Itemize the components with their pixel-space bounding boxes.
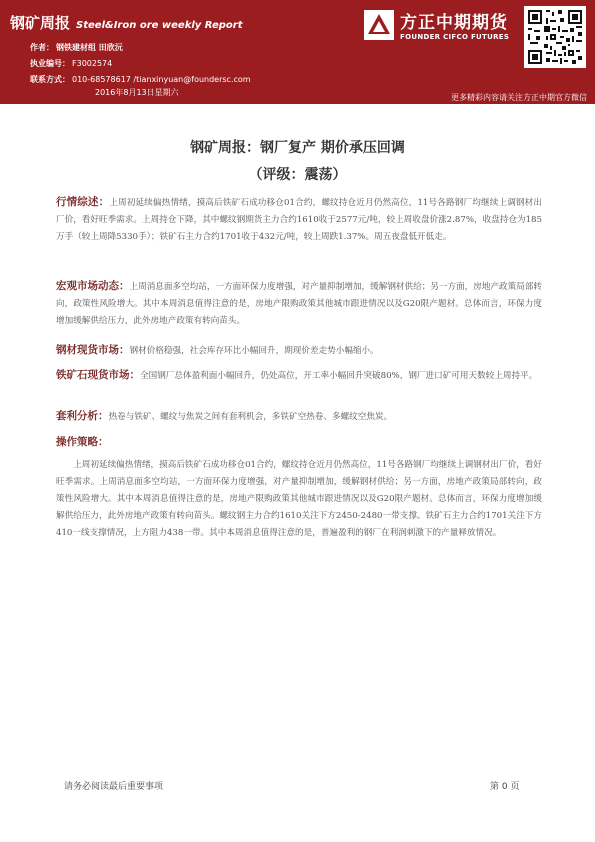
license-value: F3002574: [72, 59, 113, 68]
section-head: 套利分析：: [56, 410, 109, 422]
section-head: 行情综述：: [56, 196, 110, 208]
section-market-overview: [56, 194, 542, 246]
brand-cn: 钢矿周报: [10, 14, 71, 32]
section-body: 全国钢厂总体盈利面小幅回升，仍处高位，开工率小幅回升突破80%，钢厂进口矿可用天数较上周持平。: [140, 371, 538, 381]
author-row: [30, 40, 251, 56]
operation-strategy-head: 操作策略：: [56, 436, 109, 448]
license-label: 执业编号：: [30, 59, 70, 68]
section-body: 热卷与铁矿、螺纹与焦炭之间有套利机会，多铁矿空热卷、多螺纹空焦炭。: [108, 412, 393, 422]
page-number: 第 0 页: [490, 782, 520, 792]
section-head: 宏观市场动态：: [56, 280, 130, 292]
founder-logo-icon: [364, 10, 394, 40]
rating-label: （评级：震荡）: [248, 167, 347, 183]
section-body: 上周初延续偏热情绪，摸高后铁矿石成功移仓01合约，螺纹持仓近月仍然高位，11号各路钢厂均继续上调钢材出厂价，看好旺季需求。上周持仓下降，其中螺纹钢期货主力合约1610收于2577元/吨，较上周收盘价涨2.87%，收盘持仓为185万手（较上周降5330手）；铁矿石主力合约1701收于432元/吨，较上周跌1.37%。周五夜盘低开低走。: [56, 198, 543, 242]
logo-cn: 方正中期期货: [400, 13, 508, 33]
follow-wechat-note: 更多精彩内容请关注方正中期官方微信: [451, 93, 587, 102]
contact-value: 010-68578617 /tianxinyuan@foundersc.com: [72, 75, 251, 84]
qr-code-icon: [524, 6, 586, 68]
section-body: 上周消息面多空均站，一方面环保力度增强，对产量抑制增加，缓解钢材供给；另一方面，房地产政策局部转向，政策性风险增大。其中本周消息值得注意的是，房地产限购政策其他城市跟进情况以及G20限产题材。总体而言，环保力度增加缓解供给压力，此外房地产政策有转向苗头。: [56, 282, 543, 326]
brand-en: Steel&Iron ore weekly Report: [76, 20, 243, 31]
section-iron-ore-spot: [56, 367, 542, 385]
header-banner: [0, 0, 595, 104]
contact-label: 联系方式：: [30, 75, 70, 84]
author-meta: [30, 40, 251, 88]
section-head: 钢材现货市场：: [56, 344, 130, 356]
author-value: 钢铁建材组 田欣沅: [56, 43, 123, 52]
section-arbitrage: [56, 408, 542, 426]
report-brand: [10, 12, 243, 33]
section-body: 钢材价格稳强，社会库存环比小幅回升，期现价差走势小幅缩小。: [129, 346, 379, 356]
operation-strategy-body: 上周初延续偏热情绪，摸高后铁矿石成功移仓01合约，螺纹持仓近月仍然高位，11号各路钢厂均继续上调钢材出厂价，看好旺季需求。上周消息面多空均站，一方面环保力度增强，对产量抑制增加，缓解钢材供给；另一方面，房地产政策局部转向，政策性风险增大。其中本周消息值得注意的是，房地产限购政策其他城市跟进情况以及G20限产题材。总体而言，环保力度增加缓解供给压力，此外房地产政策有转向苗头。螺纹钢主力合约1610关注下方2450-2480一带支撑。铁矿石主力合约1701关注下方410一线支撑情况，上方阻力438一带。其中本周消息值得注意的是，普遍盈利的钢厂在利润刺激下的产量释放情况。: [56, 460, 542, 538]
section-head: 铁矿石现货市场：: [56, 369, 140, 381]
author-label: 作者：: [30, 43, 54, 52]
logo-en: FOUNDER CIFCO FUTURES: [400, 33, 510, 41]
report-date: 2016年8月13日星期六: [95, 88, 179, 97]
section-macro-dynamics: [56, 278, 542, 330]
section-steel-spot: [56, 342, 542, 360]
contact-row: [30, 72, 251, 88]
document-title: 钢矿周报：钢厂复产 期价承压回调: [190, 140, 405, 156]
company-logo: [364, 8, 514, 48]
license-row: [30, 56, 251, 72]
footer-notice: 请务必阅读最后重要事项: [64, 782, 164, 792]
